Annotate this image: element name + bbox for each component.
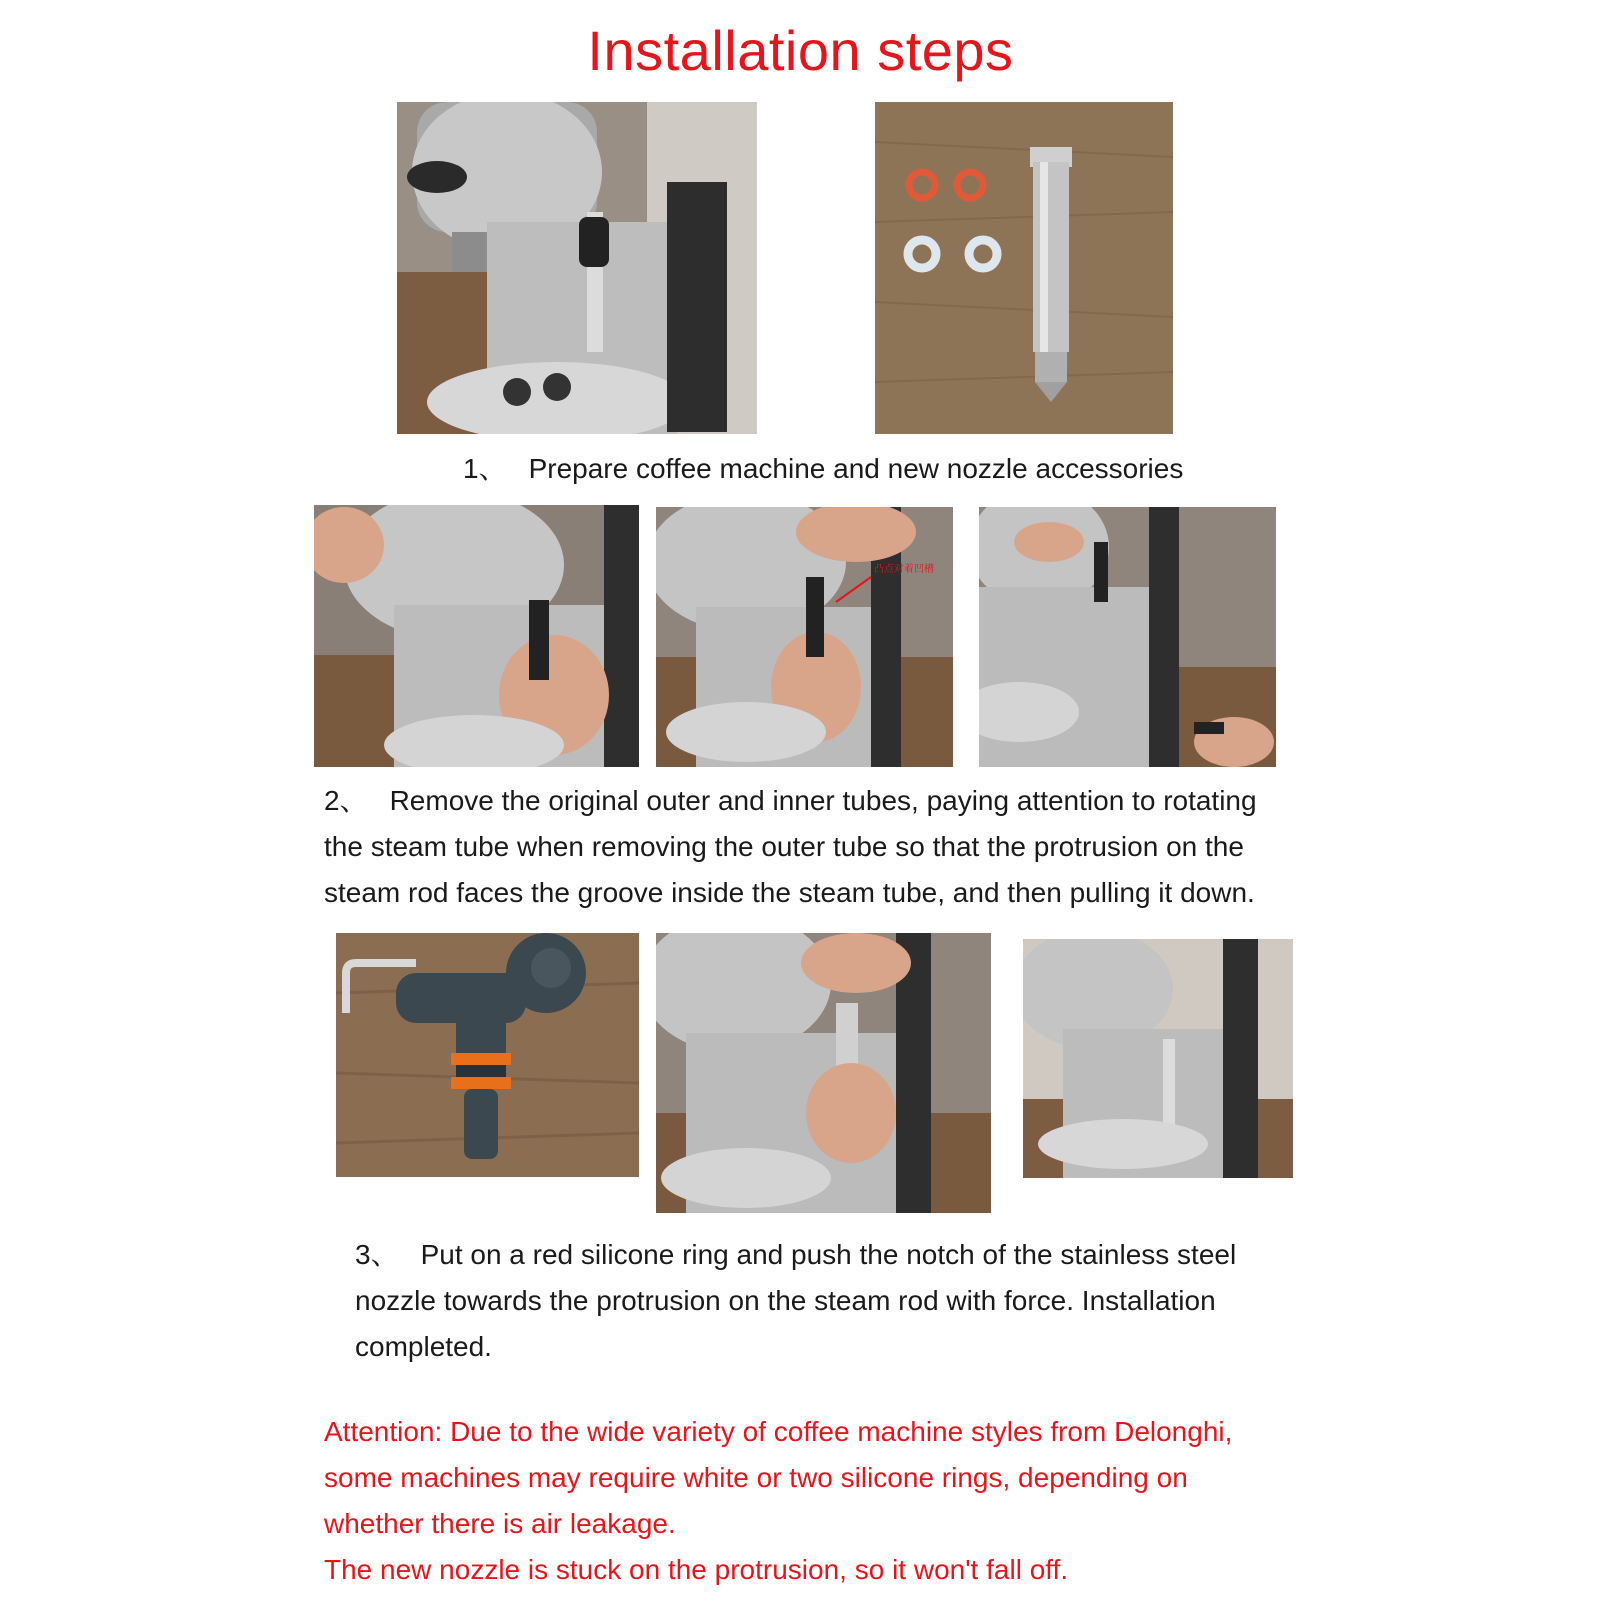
- attention-line-3: whether there is air leakage.: [324, 1508, 676, 1539]
- nozzle-accessories-photo: [875, 102, 1173, 434]
- step-3-line-3: completed.: [355, 1331, 492, 1362]
- installed-result-photo: [1023, 939, 1293, 1178]
- step-3: [355, 1232, 1236, 1370]
- steam-rod-ring-photo: [336, 933, 639, 1177]
- step-2-line-2: the steam tube when removing the outer tube so that the protrusion on the: [324, 831, 1244, 862]
- attention-line-1: Attention: Due to the wide variety of coffee machine styles from Delonghi,: [324, 1416, 1233, 1447]
- attention-note: [324, 1409, 1232, 1593]
- annotation-label: 凸点对着凹槽: [874, 564, 934, 575]
- attention-line-2: some machines may require white or two silicone rings, depending on: [324, 1462, 1188, 1493]
- remove-tube-photo-2: [656, 507, 953, 767]
- step-2-number: 2、: [324, 785, 368, 816]
- install-nozzle-photo: [656, 933, 991, 1213]
- step-3-line-2: nozzle towards the protrusion on the steam rod with force. Installation: [355, 1285, 1216, 1316]
- step-2: [324, 778, 1257, 916]
- coffee-machine-photo: [397, 102, 757, 434]
- page-title: Installation steps: [587, 19, 1014, 82]
- step-1-text: Prepare coffee machine and new nozzle accessories: [528, 453, 1184, 484]
- step-3-number: 3、: [355, 1239, 399, 1270]
- attention-line-4: The new nozzle is stuck on the protrusion, so it won't fall off.: [324, 1554, 1069, 1585]
- step-3-line-1: Put on a red silicone ring and push the notch of the stainless steel: [420, 1239, 1237, 1270]
- step-1: [463, 446, 1183, 492]
- step-1-number: 1、: [463, 453, 507, 484]
- remove-tube-photo-3: [979, 507, 1276, 767]
- step-2-line-1: Remove the original outer and inner tubes, paying attention to rotating: [389, 785, 1257, 816]
- remove-tube-photo-1: [314, 505, 639, 767]
- step-2-line-3: steam rod faces the groove inside the steam tube, and then pulling it down.: [324, 877, 1255, 908]
